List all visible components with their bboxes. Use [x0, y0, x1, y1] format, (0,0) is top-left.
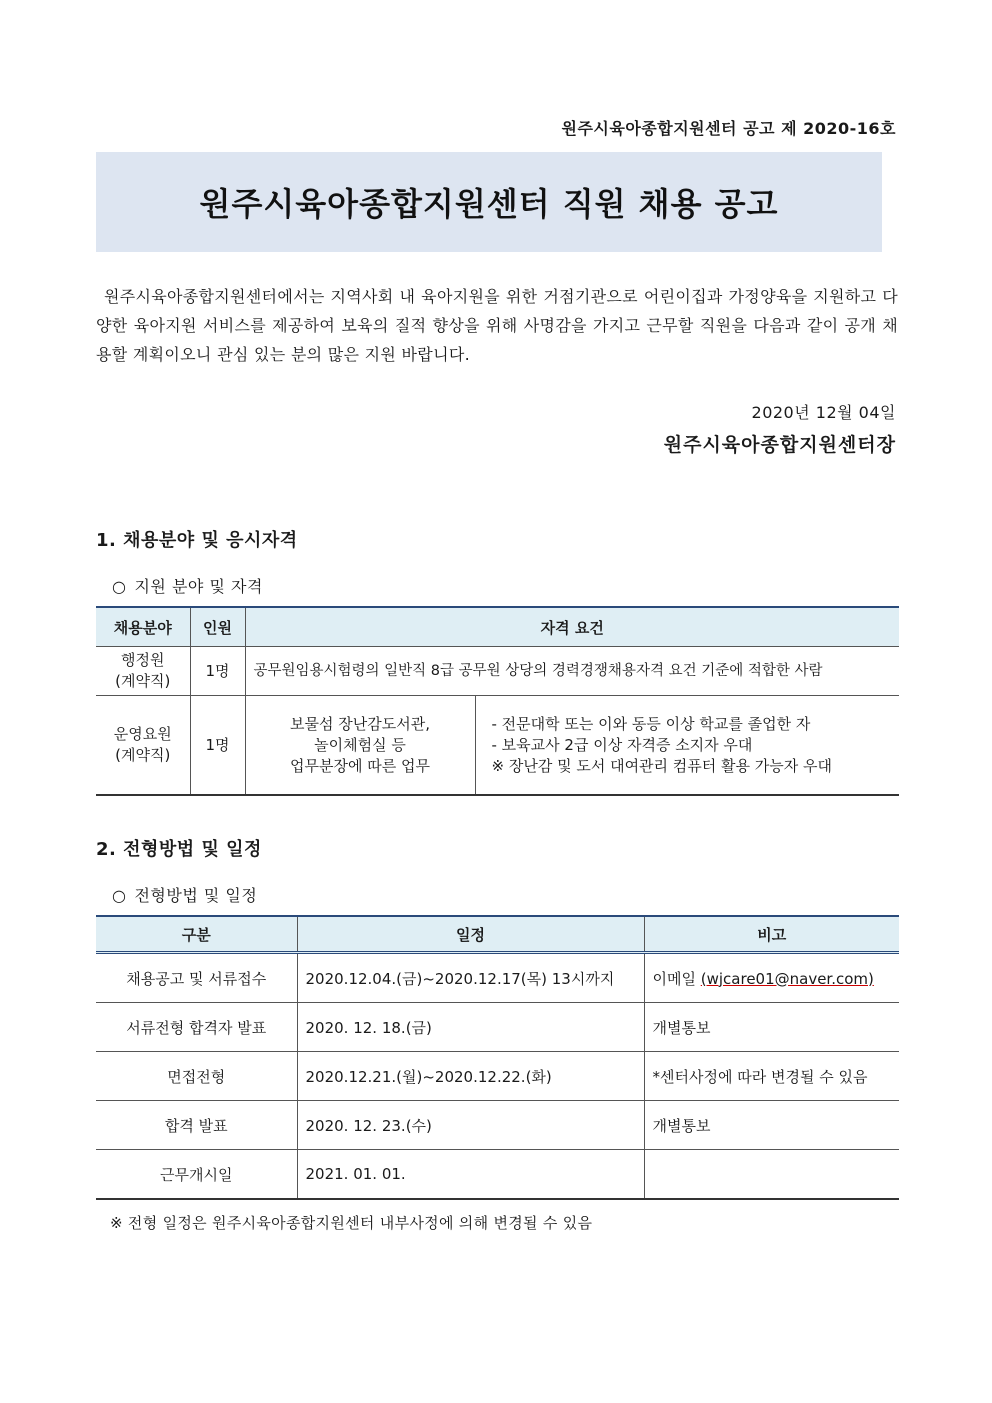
field-type: (계약직) [115, 672, 171, 690]
header-note: 비고 [644, 916, 899, 953]
duty-line: 놀이체험실 등 [314, 735, 406, 754]
notice-number: 원주시육아종합지원센터 공고 제 2020-16호 [561, 119, 896, 138]
intro-paragraph: 원주시육아종합지원센터에서는 지역사회 내 육아지원을 위한 거점기관으로 어린이집과 가정양육을 지원하고 다양한 육아지원 서비스를 제공하여 보육의 질적 향상을 위해 사명감을 가지고 근무할 직원을 다음과 같이 공개 채용할 계획이오니 관심 있는 분의 많은 지원 바랍니다. [96, 287, 898, 364]
category-cell: 채용공고 및 서류접수 [96, 953, 297, 1003]
duty-line: 보물섬 장난감도서관, [290, 714, 430, 733]
field-cell [96, 696, 190, 796]
section2-subheading [112, 883, 257, 906]
table-header-row [96, 607, 899, 647]
table-row [96, 1150, 899, 1200]
note-cell: *센터사정에 따라 변경될 수 있음 [644, 1052, 899, 1101]
schedule-cell: 2020. 12. 23.(수) [297, 1101, 644, 1150]
field-name: 행정원 [121, 651, 165, 669]
qualification-line: - 보육교사 2급 이상 자격증 소지자 우대 [491, 735, 753, 754]
note-prefix: 이메일 [652, 969, 701, 988]
announcement-date: 2020년 12월 04일 [751, 403, 896, 422]
requirement-cell: 공무원임용시험령의 일반직 8급 공무원 상당의 경력경쟁채용자격 요건 기준에 적합한 사람 [245, 647, 899, 696]
table-row [96, 1052, 899, 1101]
footnote: ※ 전형 일정은 원주시육아종합지원센터 내부사정에 의해 변경될 수 있음 [110, 1214, 593, 1232]
qualification-line: ※ 장난감 및 도서 대여관리 컴퓨터 활용 가능자 우대 [491, 756, 833, 775]
schedule-cell: 2020.12.04.(금)~2020.12.17(목) 13시까지 [297, 953, 644, 1003]
header-requirements: 자격 요건 [245, 607, 899, 647]
title-banner [96, 152, 882, 252]
section2-subheading-label: 전형방법 및 일정 [134, 886, 258, 905]
note-cell: 개별통보 [644, 1101, 899, 1150]
header-count: 인원 [190, 607, 245, 647]
signer: 원주시육아종합지원센터장 [663, 434, 896, 456]
note-cell [644, 1150, 899, 1200]
count-cell: 1명 [190, 647, 245, 696]
field-cell [96, 647, 190, 696]
table-row [96, 1003, 899, 1052]
qualification-table [96, 606, 899, 796]
note-cell [644, 953, 899, 1003]
header-schedule: 일정 [297, 916, 644, 953]
header-category: 구분 [96, 916, 297, 953]
section2-heading: 2. 전형방법 및 일정 [96, 839, 262, 860]
table-row [96, 953, 899, 1003]
qualification-line: - 전문대학 또는 이와 동등 이상 학교를 졸업한 자 [491, 714, 811, 733]
qualifications-cell [475, 696, 899, 796]
schedule-table [96, 915, 899, 1200]
email-link[interactable]: (wjcare01@naver.com) [700, 969, 874, 988]
duties-cell [245, 696, 475, 796]
schedule-cell: 2021. 01. 01. [297, 1150, 644, 1200]
category-cell: 근무개시일 [96, 1150, 297, 1200]
circle-bullet-icon: ○ [112, 577, 127, 596]
note-cell: 개별통보 [644, 1003, 899, 1052]
circle-bullet-icon: ○ [112, 886, 127, 905]
table-row [96, 696, 899, 796]
field-type: (계약직) [115, 746, 171, 764]
field-name: 운영요원 [113, 725, 172, 743]
table-row [96, 647, 899, 696]
duty-line: 업무분장에 따른 업무 [290, 756, 430, 775]
category-cell: 서류전형 합격자 발표 [96, 1003, 297, 1052]
schedule-cell: 2020. 12. 18.(금) [297, 1003, 644, 1052]
header-field: 채용분야 [96, 607, 190, 647]
count-cell: 1명 [190, 696, 245, 796]
section1-subheading [112, 574, 263, 597]
page-title: 원주시육아종합지원센터 직원 채용 공고 [199, 185, 779, 223]
section1-heading: 1. 채용분야 및 응시자격 [96, 530, 298, 551]
section1-subheading-label: 지원 분야 및 자격 [134, 577, 263, 596]
table-header-row [96, 916, 899, 953]
category-cell: 합격 발표 [96, 1101, 297, 1150]
schedule-cell: 2020.12.21.(월)~2020.12.22.(화) [297, 1052, 644, 1101]
table-row [96, 1101, 899, 1150]
category-cell: 면접전형 [96, 1052, 297, 1101]
